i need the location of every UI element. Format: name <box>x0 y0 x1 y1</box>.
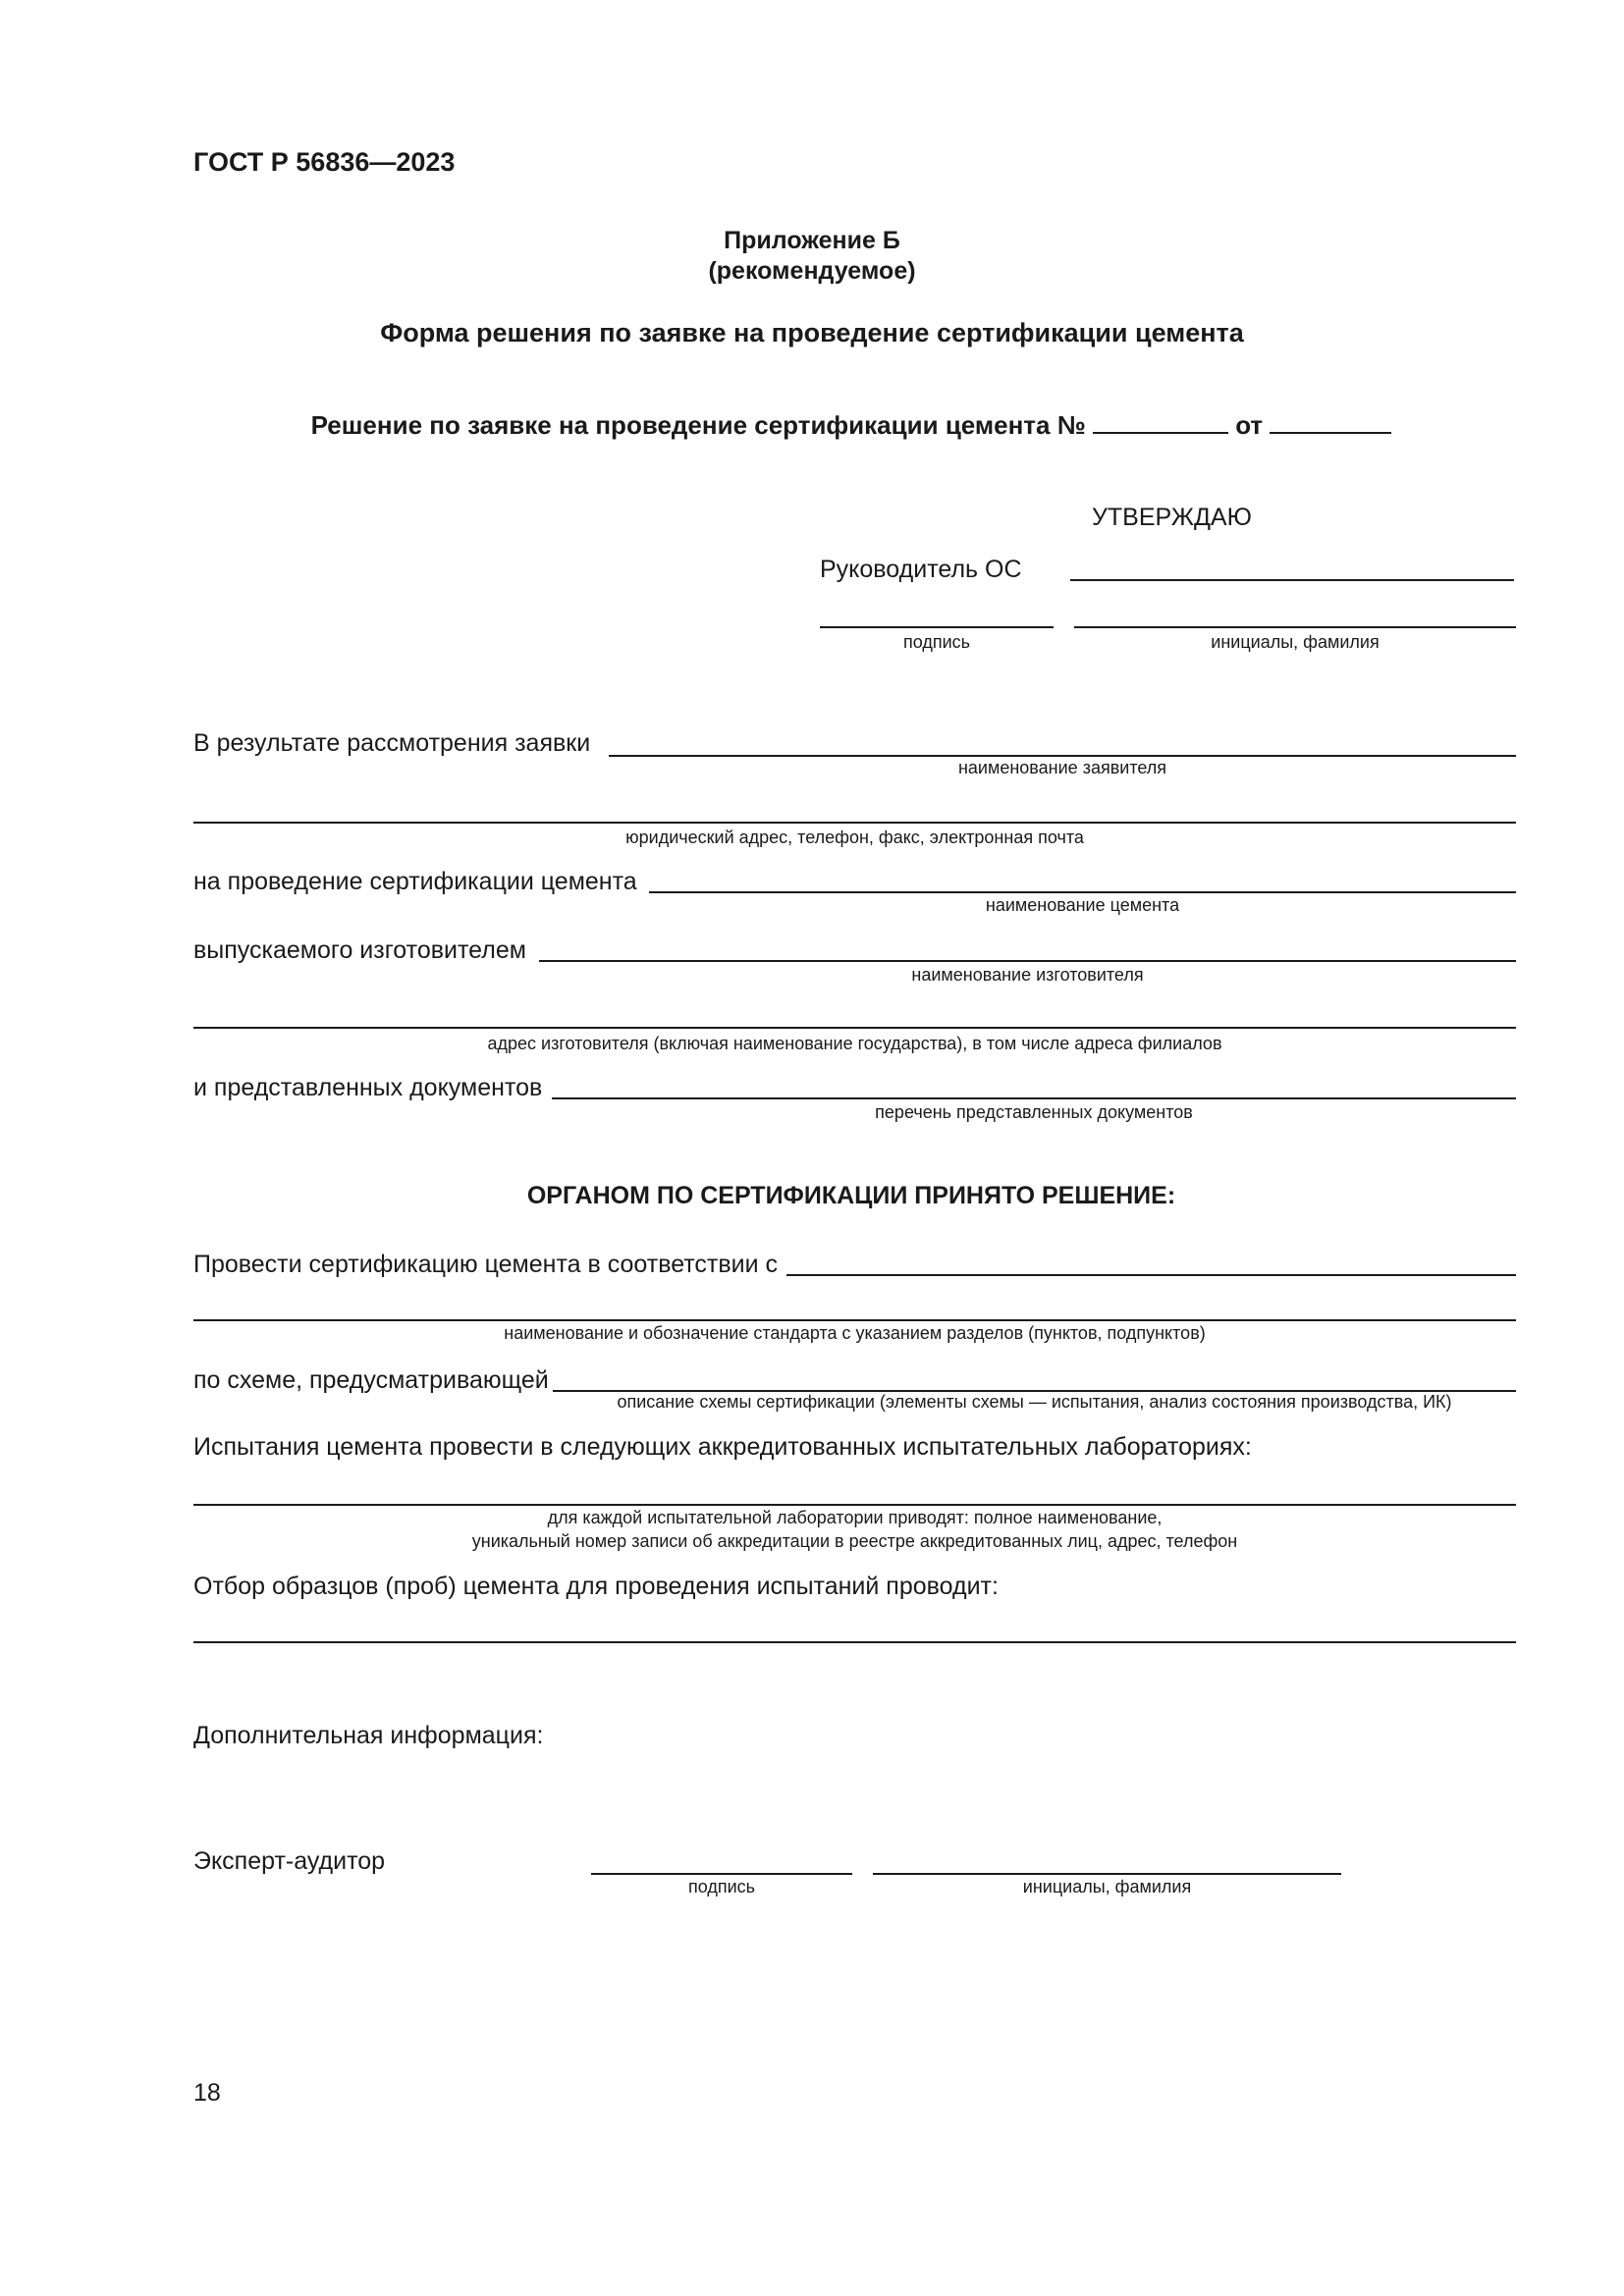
tests-label: Испытания цемента провести в следующих аккредитованных испытательных лабораториях: <box>193 1433 1252 1461</box>
head-label: Руководитель ОС <box>820 556 1022 583</box>
application-date-field[interactable] <box>1270 414 1391 434</box>
standard-field-continued[interactable] <box>193 1319 1516 1321</box>
form-title: Форма решения по заявке на проведение сертификации цемента <box>380 318 1244 347</box>
expert-signature-field[interactable] <box>591 1873 852 1875</box>
decision-title <box>193 410 1509 441</box>
cement-name-field[interactable] <box>649 891 1516 893</box>
decision-heading: ОРГАНОМ ПО СЕРТИФИКАЦИИ ПРИНЯТО РЕШЕНИЕ: <box>526 1182 1176 1209</box>
expert-initials-caption: инициалы, фамилия <box>1022 1877 1192 1896</box>
head-initials-field[interactable] <box>1074 626 1516 628</box>
page-number: 18 <box>193 2079 221 2107</box>
standard-caption: наименование и обозначение стандарта с указанием разделов (пунктов, подпунктов) <box>504 1323 1206 1343</box>
manufacturer-name-caption: наименование изготовителя <box>911 965 1144 985</box>
manufacturer-address-caption: адрес изготовителя (включая наименование государства), в том числе адреса филиалов <box>487 1034 1222 1053</box>
cement-name-caption: наименование цемента <box>985 895 1180 915</box>
expert-label: Эксперт-аудитор <box>193 1847 386 1875</box>
documents-list-caption: перечень представленных документов <box>875 1102 1193 1122</box>
manufacturer-name-field[interactable] <box>539 960 1516 962</box>
applicant-address-field[interactable] <box>193 822 1516 824</box>
appendix-status: (рекомендуемое) <box>708 257 916 285</box>
decision-title-text: Решение по заявке на проведение сертификации цемента № <box>310 410 1086 440</box>
sampling-field[interactable] <box>193 1641 1516 1643</box>
head-signature-caption: подпись <box>902 632 971 652</box>
scheme-caption: описание схемы сертификации (элементы схемы — испытания, анализ состояния производства, ИК) <box>617 1392 1452 1412</box>
laboratories-caption-line-1: для каждой испытательной лаборатории приводят: полное наименование, <box>547 1508 1163 1527</box>
scheme-label: по схеме, предусматривающей <box>193 1366 549 1394</box>
document-code: ГОСТ Р 56836—2023 <box>193 147 456 177</box>
decision-date-word: от <box>1235 410 1264 440</box>
documents-label: и представленных документов <box>193 1074 543 1101</box>
expert-initials-field[interactable] <box>873 1873 1341 1875</box>
appendix-heading <box>0 226 1624 287</box>
head-signature-field[interactable] <box>820 626 1054 628</box>
sampling-label: Отбор образцов (проб) цемента для проведения испытаний проводит: <box>193 1573 999 1600</box>
expert-signature-caption: подпись <box>687 1877 756 1896</box>
applicant-caption: наименование заявителя <box>957 758 1167 777</box>
application-number-field[interactable] <box>1093 414 1228 434</box>
head-initials-caption: инициалы, фамилия <box>1211 632 1380 652</box>
additional-info-label: Дополнительная информация: <box>193 1722 544 1749</box>
review-label: В результате рассмотрения заявки <box>193 729 591 757</box>
conduct-label: Провести сертификацию цемента в соответствии с <box>193 1251 779 1278</box>
appendix-title: Приложение Б <box>724 227 900 254</box>
manufacturer-label: выпускаемого изготовителем <box>193 936 526 964</box>
head-name-field[interactable] <box>1070 579 1514 581</box>
laboratories-caption-line-2: уникальный номер записи об аккредитации в реестре аккредитованных лиц, адрес, телефон <box>471 1531 1238 1551</box>
manufacturer-address-field[interactable] <box>193 1027 1516 1029</box>
standard-field[interactable] <box>786 1274 1516 1276</box>
applicant-address-caption: юридический адрес, телефон, факс, электронная почта <box>625 828 1084 847</box>
documents-list-field[interactable] <box>552 1097 1516 1099</box>
laboratories-field[interactable] <box>193 1504 1516 1506</box>
approve-label: УТВЕРЖДАЮ <box>1092 504 1252 531</box>
applicant-field[interactable] <box>609 755 1516 757</box>
certification-label: на проведение сертификации цемента <box>193 868 637 895</box>
